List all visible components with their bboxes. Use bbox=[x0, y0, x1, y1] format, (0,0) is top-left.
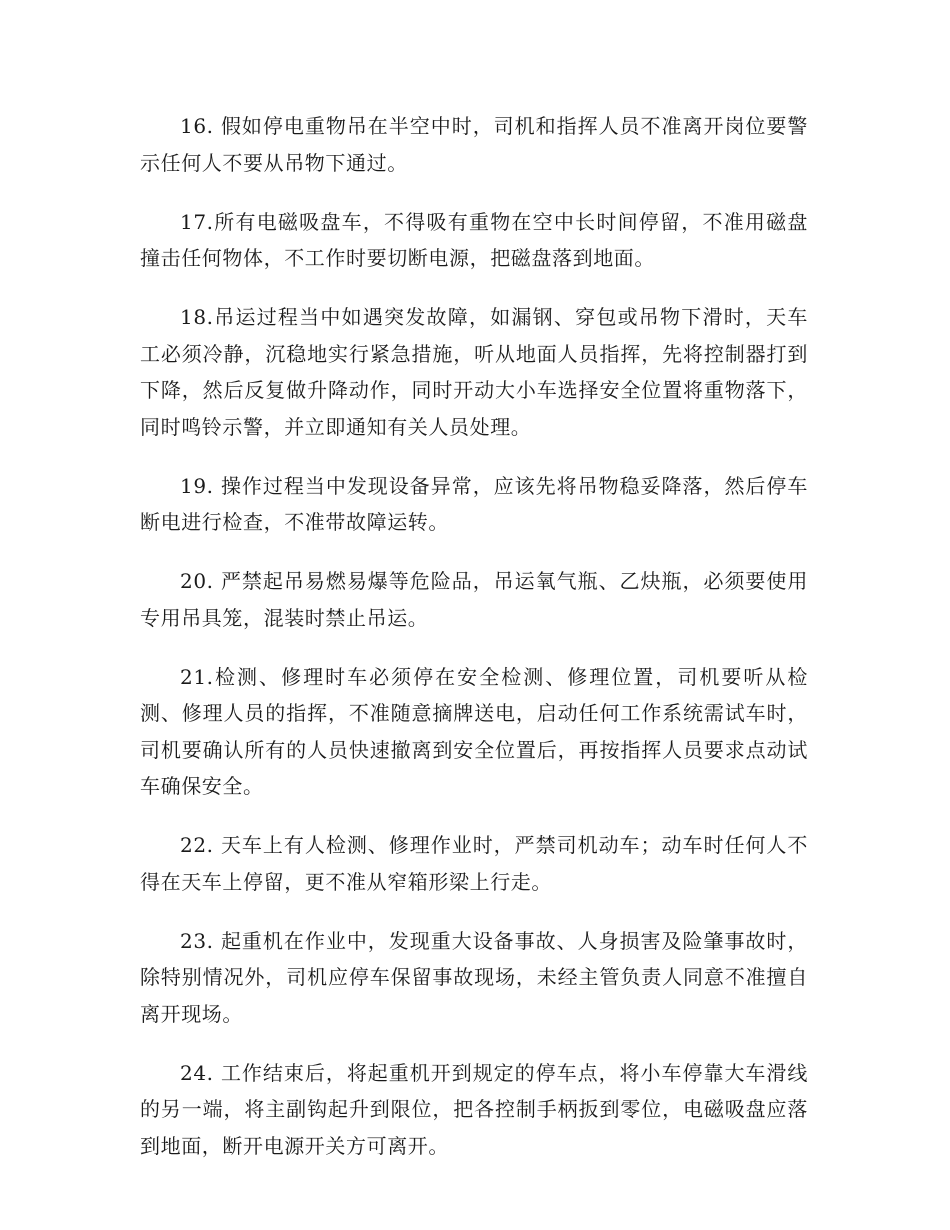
paragraph-text: 操作过程当中发现设备异常，应该先将吊物稳妥降落，然后停车断电进行检查，不准带故障运转。 bbox=[140, 473, 808, 534]
paragraph-text: 起重机在作业中，发现重大设备事故、人身损害及险肇事故时，除特别情况外，司机应停车保留事故现场，未经主管负责人同意不准擅自离开现场。 bbox=[140, 928, 808, 1026]
paragraph-number: 17. bbox=[180, 209, 214, 234]
paragraph-23 bbox=[140, 923, 808, 1033]
paragraph-number: 22. bbox=[180, 833, 214, 857]
paragraph-number: 18. bbox=[180, 305, 214, 329]
paragraph-number: 20. bbox=[180, 569, 214, 593]
paragraph-18 bbox=[140, 299, 808, 445]
paragraph-16 bbox=[140, 108, 808, 181]
paragraph-number: 24. bbox=[180, 1060, 214, 1085]
paragraph-text: 严禁起吊易燃易爆等危险品，吊运氧气瓶、乙炔瓶，必须要使用专用吊具笼，混装时禁止吊运。 bbox=[140, 569, 808, 630]
paragraph-19 bbox=[140, 468, 808, 541]
paragraph-number: 21. bbox=[180, 664, 214, 689]
paragraph-24 bbox=[140, 1055, 808, 1165]
paragraph-20 bbox=[140, 563, 808, 636]
paragraph-text: 天车上有人检测、修理作业时，严禁司机动车；动车时任何人不得在天车上停留，更不准从窄箱形梁上行走。 bbox=[140, 833, 808, 894]
document-body bbox=[140, 108, 808, 1164]
paragraph-text: 假如停电重物吊在半空中时，司机和指挥人员不准离开岗位要警示任何人不要从吊物下通过。 bbox=[140, 114, 808, 175]
paragraph-number: 23. bbox=[180, 928, 214, 953]
paragraph-text: 吊运过程当中如遇突发故障，如漏钢、穿包或吊物下滑时，天车工必须冷静，沉稳地实行紧急措施，听从地面人员指挥，先将控制器打到下降，然后反复做升降动作，同时开动大小车选择安全位置将重物落下，同时鸣铃示警，并立即通知有关人员处理。 bbox=[140, 305, 808, 439]
paragraph-number: 16. bbox=[180, 114, 214, 138]
paragraph-number: 19. bbox=[180, 473, 214, 498]
paragraph-text: 工作结束后，将起重机开到规定的停车点，将小车停靠大车滑线的另一端，将主副钩起升到限位，把各控制手柄扳到零位，电磁吸盘应落到地面，断开电源开关方可离开。 bbox=[140, 1060, 808, 1158]
paragraph-22 bbox=[140, 827, 808, 900]
paragraph-text: 所有电磁吸盘车，不得吸有重物在空中长时间停留，不准用磁盘撞击任何物体，不工作时要切断电源，把磁盘落到地面。 bbox=[140, 209, 808, 270]
paragraph-text: 检测、修理时车必须停在安全检测、修理位置，司机要听从检测、修理人员的指挥，不准随意摘牌送电，启动任何工作系统需试车时，司机要确认所有的人员快速撤离到安全位置后，再按指挥人员要求点动试车确保安全。 bbox=[140, 664, 808, 798]
paragraph-21 bbox=[140, 659, 808, 805]
paragraph-17 bbox=[140, 204, 808, 277]
